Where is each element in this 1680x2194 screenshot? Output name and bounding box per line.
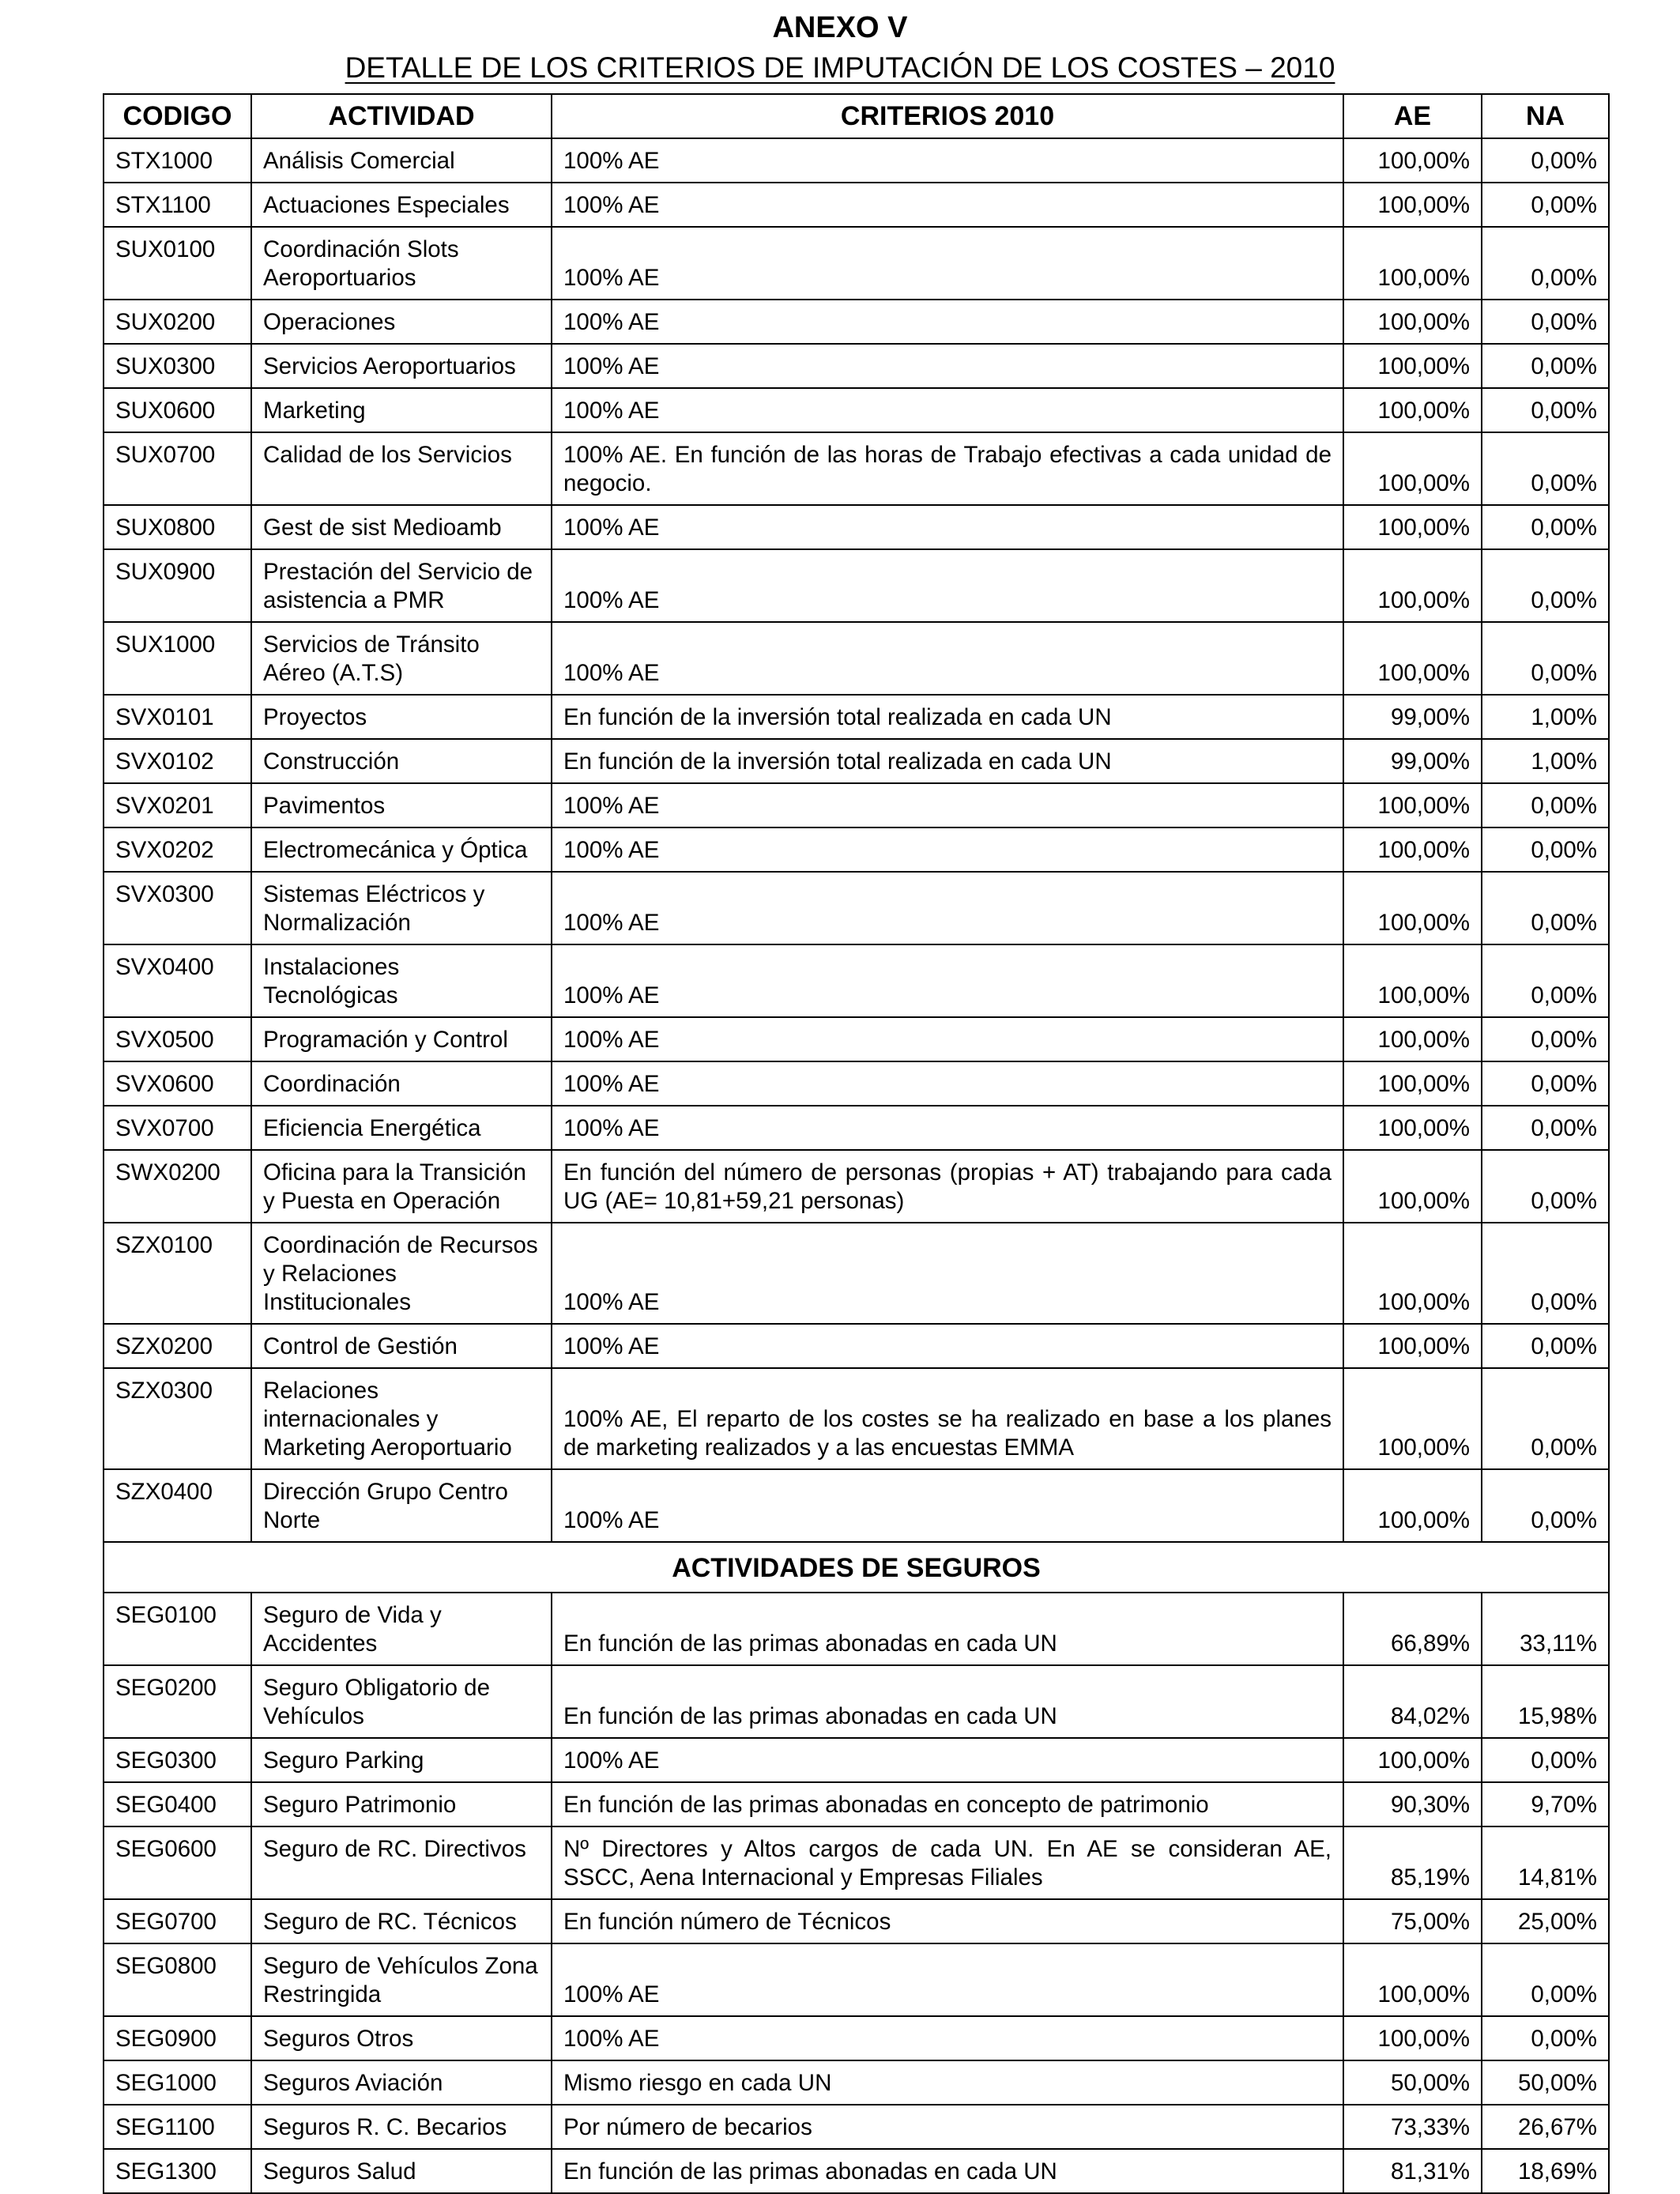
cell-ae: 50,00% [1343,2060,1482,2105]
cell-ae: 100,00% [1343,1061,1482,1106]
cell-ae: 100,00% [1343,2016,1482,2060]
table-row [104,1017,1609,1061]
table-header-row [104,94,1609,138]
cell-codigo: SVX0700 [104,1106,251,1150]
table-row [104,505,1609,549]
cell-ae: 100,00% [1343,300,1482,344]
cell-actividad: Seguro de RC. Directivos [251,1826,552,1899]
cell-criterio: En función de la inversión total realizada en cada UN [552,739,1343,783]
cell-na: 0,00% [1482,344,1609,388]
cell-actividad: Eficiencia Energética [251,1106,552,1150]
cell-na: 15,98% [1482,1665,1609,1738]
cell-criterio: En función del número de personas (propias + AT) trabajando para cada UG (AE= 10,81+59,21 personas) [552,1150,1343,1223]
cell-na: 25,00% [1482,1899,1609,1943]
cell-na: 14,81% [1482,1826,1609,1899]
cell-codigo: SUX0100 [104,227,251,300]
cell-criterio: 100% AE [552,1106,1343,1150]
table-row [104,344,1609,388]
header-criterios: CRITERIOS 2010 [552,94,1343,138]
table-row [104,783,1609,827]
cell-ae: 100,00% [1343,872,1482,944]
cell-codigo: SEG0300 [104,1738,251,1782]
cell-na: 0,00% [1482,300,1609,344]
cell-ae: 75,00% [1343,1899,1482,1943]
cell-actividad: Análisis Comercial [251,138,552,183]
cell-criterio: En función de las primas abonadas en cada UN [552,1593,1343,1665]
cell-actividad: Coordinación [251,1061,552,1106]
cell-criterio: En función de la inversión total realizada en cada UN [552,695,1343,739]
cell-criterio: 100% AE [552,1017,1343,1061]
cell-codigo: SZX0100 [104,1223,251,1324]
cell-criterio: 100% AE [552,183,1343,227]
table-row [104,2060,1609,2105]
cell-ae: 85,19% [1343,1826,1482,1899]
cell-na: 0,00% [1482,1061,1609,1106]
cell-ae: 100,00% [1343,432,1482,505]
cell-codigo: SEG0800 [104,1943,251,2016]
cell-actividad: Servicios de Tránsito Aéreo (A.T.S) [251,622,552,695]
table-row [104,695,1609,739]
cell-codigo: SVX0300 [104,872,251,944]
cell-actividad: Relaciones internacionales y Marketing Aeroportuario [251,1368,552,1469]
cell-criterio: 100% AE [552,227,1343,300]
cell-actividad: Electromecánica y Óptica [251,827,552,872]
cell-codigo: SUX0800 [104,505,251,549]
cell-codigo: SUX0600 [104,388,251,432]
cell-na: 0,00% [1482,1223,1609,1324]
cell-codigo: STX1000 [104,138,251,183]
cell-actividad: Seguro Parking [251,1738,552,1782]
cell-codigo: SVX0202 [104,827,251,872]
cell-criterio: Nº Directores y Altos cargos de cada UN. En AE se consideran AE, SSCC, Aena Internacional y Empresas Filiales [552,1826,1343,1899]
table-row [104,1943,1609,2016]
cell-actividad: Seguros Aviación [251,2060,552,2105]
cell-criterio: 100% AE [552,1738,1343,1782]
cell-criterio: En función de las primas abonadas en cada UN [552,1665,1343,1738]
table-row [104,872,1609,944]
cell-na: 0,00% [1482,872,1609,944]
cell-na: 0,00% [1482,505,1609,549]
cell-criterio: 100% AE [552,1061,1343,1106]
cell-na: 33,11% [1482,1593,1609,1665]
cell-na: 0,00% [1482,183,1609,227]
table-row [104,2105,1609,2149]
table-row [104,827,1609,872]
cell-codigo: SZX0300 [104,1368,251,1469]
cell-actividad: Construcción [251,739,552,783]
cell-na: 18,69% [1482,2149,1609,2193]
cell-criterio: En función de las primas abonadas en concepto de patrimonio [552,1782,1343,1826]
cell-actividad: Seguro Obligatorio de Vehículos [251,1665,552,1738]
cell-codigo: SEG0600 [104,1826,251,1899]
cell-na: 0,00% [1482,2016,1609,2060]
table-row [104,1150,1609,1223]
cell-ae: 99,00% [1343,695,1482,739]
cell-actividad: Marketing [251,388,552,432]
cell-ae: 100,00% [1343,138,1482,183]
cell-actividad: Seguro de Vida y Accidentes [251,1593,552,1665]
table-row [104,1061,1609,1106]
cell-na: 0,00% [1482,1017,1609,1061]
section-title-seguros: ACTIVIDADES DE SEGUROS [104,1542,1609,1593]
cell-actividad: Prestación del Servicio de asistencia a PMR [251,549,552,622]
cell-codigo: SWX0200 [104,1150,251,1223]
cell-criterio: 100% AE [552,344,1343,388]
cell-actividad: Pavimentos [251,783,552,827]
cell-actividad: Coordinación Slots Aeroportuarios [251,227,552,300]
cell-codigo: SZX0400 [104,1469,251,1542]
table-row [104,138,1609,183]
cell-codigo: SEG0100 [104,1593,251,1665]
cell-na: 0,00% [1482,944,1609,1017]
subtitle-text: DETALLE DE LOS CRITERIOS DE IMPUTACIÓN DE LOS COSTES – 2010 [345,51,1335,84]
cell-codigo: SVX0201 [104,783,251,827]
cell-criterio: En función número de Técnicos [552,1899,1343,1943]
cell-criterio: 100% AE [552,549,1343,622]
header-codigo: CODIGO [104,94,251,138]
cell-ae: 100,00% [1343,1324,1482,1368]
table-row [104,549,1609,622]
table-row [104,183,1609,227]
cell-actividad: Sistemas Eléctricos y Normalización [251,872,552,944]
cell-na: 0,00% [1482,432,1609,505]
cell-criterio: 100% AE [552,388,1343,432]
cell-criterio: 100% AE, El reparto de los costes se ha realizado en base a los planes de marketing realizados y a las encuestas EMMA [552,1368,1343,1469]
cell-na: 0,00% [1482,827,1609,872]
table-row [104,1223,1609,1324]
cell-codigo: SUX0300 [104,344,251,388]
cell-criterio: 100% AE [552,2016,1343,2060]
cell-criterio: 100% AE [552,300,1343,344]
cost-criteria-table [103,93,1610,2194]
cell-na: 26,67% [1482,2105,1609,2149]
cell-ae: 100,00% [1343,783,1482,827]
table-row [104,388,1609,432]
header-actividad: ACTIVIDAD [251,94,552,138]
cell-ae: 100,00% [1343,1943,1482,2016]
cell-codigo: SUX0200 [104,300,251,344]
cell-ae: 100,00% [1343,227,1482,300]
cell-codigo: SVX0500 [104,1017,251,1061]
cell-actividad: Seguro de RC. Técnicos [251,1899,552,1943]
page-subtitle [0,51,1680,85]
section-header-row [104,1542,1609,1593]
table-row [104,227,1609,300]
cell-criterio: 100% AE [552,505,1343,549]
cell-codigo: SVX0101 [104,695,251,739]
cell-actividad: Coordinación de Recursos y Relaciones Institucionales [251,1223,552,1324]
cell-criterio: 100% AE [552,872,1343,944]
cell-criterio: 100% AE [552,138,1343,183]
table-row [104,2016,1609,2060]
cell-na: 50,00% [1482,2060,1609,2105]
cell-na: 1,00% [1482,739,1609,783]
cell-criterio: Mismo riesgo en cada UN [552,2060,1343,2105]
cell-na: 0,00% [1482,227,1609,300]
table-row [104,1826,1609,1899]
cell-ae: 100,00% [1343,622,1482,695]
cell-ae: 100,00% [1343,505,1482,549]
cell-codigo: SVX0400 [104,944,251,1017]
table-row [104,2149,1609,2193]
cell-actividad: Proyectos [251,695,552,739]
cell-na: 0,00% [1482,388,1609,432]
cell-ae: 100,00% [1343,1106,1482,1150]
cell-criterio: 100% AE. En función de las horas de Trabajo efectivas a cada unidad de negocio. [552,432,1343,505]
table-row [104,944,1609,1017]
cell-na: 0,00% [1482,549,1609,622]
cell-ae: 100,00% [1343,344,1482,388]
cell-na: 0,00% [1482,1469,1609,1542]
cell-codigo: SUX1000 [104,622,251,695]
cell-actividad: Operaciones [251,300,552,344]
cell-codigo: STX1100 [104,183,251,227]
cell-codigo: SEG1300 [104,2149,251,2193]
cell-ae: 100,00% [1343,1738,1482,1782]
cell-ae: 99,00% [1343,739,1482,783]
cell-codigo: SEG1000 [104,2060,251,2105]
page-title: ANEXO V [772,11,908,44]
cell-actividad: Seguros R. C. Becarios [251,2105,552,2149]
cell-codigo: SUX0900 [104,549,251,622]
table-row [104,1738,1609,1782]
cell-codigo: SEG0900 [104,2016,251,2060]
cell-codigo: SVX0102 [104,739,251,783]
cell-codigo: SEG0400 [104,1782,251,1826]
cell-criterio: 100% AE [552,622,1343,695]
cell-ae: 100,00% [1343,388,1482,432]
cell-actividad: Instalaciones Tecnológicas [251,944,552,1017]
cell-ae: 100,00% [1343,1150,1482,1223]
cell-criterio: 100% AE [552,944,1343,1017]
cell-codigo: SZX0200 [104,1324,251,1368]
table-row [104,1665,1609,1738]
cell-na: 0,00% [1482,1738,1609,1782]
cell-ae: 81,31% [1343,2149,1482,2193]
cell-actividad: Seguro Patrimonio [251,1782,552,1826]
table-row [104,300,1609,344]
cell-ae: 90,30% [1343,1782,1482,1826]
cell-na: 0,00% [1482,783,1609,827]
cell-na: 1,00% [1482,695,1609,739]
cell-actividad: Seguros Salud [251,2149,552,2193]
table-row [104,1469,1609,1542]
table-row [104,1899,1609,1943]
cell-na: 0,00% [1482,1150,1609,1223]
table-row [104,1782,1609,1826]
cell-ae: 100,00% [1343,549,1482,622]
cell-na: 0,00% [1482,1943,1609,2016]
cell-codigo: SVX0600 [104,1061,251,1106]
cell-ae: 100,00% [1343,183,1482,227]
cell-na: 0,00% [1482,1368,1609,1469]
table-row [104,622,1609,695]
table-row [104,1324,1609,1368]
cell-ae: 100,00% [1343,1469,1482,1542]
header-ae: AE [1343,94,1482,138]
table-row [104,1593,1609,1665]
cell-criterio: 100% AE [552,1223,1343,1324]
cell-na: 0,00% [1482,138,1609,183]
cell-criterio: 100% AE [552,1943,1343,2016]
table-row [104,1368,1609,1469]
cell-codigo: SEG0700 [104,1899,251,1943]
cell-criterio: Por número de becarios [552,2105,1343,2149]
table-row [104,739,1609,783]
cell-actividad: Dirección Grupo Centro Norte [251,1469,552,1542]
cell-ae: 73,33% [1343,2105,1482,2149]
cell-na: 9,70% [1482,1782,1609,1826]
table-body [104,138,1609,2193]
cell-actividad: Control de Gestión [251,1324,552,1368]
table-row [104,432,1609,505]
cell-actividad: Servicios Aeroportuarios [251,344,552,388]
cell-actividad: Actuaciones Especiales [251,183,552,227]
cell-codigo: SEG0200 [104,1665,251,1738]
cell-ae: 100,00% [1343,827,1482,872]
cell-actividad: Programación y Control [251,1017,552,1061]
cell-ae: 84,02% [1343,1665,1482,1738]
cell-actividad: Gest de sist Medioamb [251,505,552,549]
cell-actividad: Calidad de los Servicios [251,432,552,505]
cell-ae: 100,00% [1343,1017,1482,1061]
cell-na: 0,00% [1482,1324,1609,1368]
cell-criterio: En función de las primas abonadas en cada UN [552,2149,1343,2193]
cell-actividad: Seguro de Vehículos Zona Restringida [251,1943,552,2016]
cell-na: 0,00% [1482,1106,1609,1150]
cell-ae: 66,89% [1343,1593,1482,1665]
cell-criterio: 100% AE [552,783,1343,827]
cell-actividad: Oficina para la Transición y Puesta en Operación [251,1150,552,1223]
cell-actividad: Seguros Otros [251,2016,552,2060]
cell-criterio: 100% AE [552,1324,1343,1368]
cell-criterio: 100% AE [552,1469,1343,1542]
cell-codigo: SEG1100 [104,2105,251,2149]
cell-codigo: SUX0700 [104,432,251,505]
cell-ae: 100,00% [1343,944,1482,1017]
cell-ae: 100,00% [1343,1368,1482,1469]
cell-criterio: 100% AE [552,827,1343,872]
table-row [104,1106,1609,1150]
cell-na: 0,00% [1482,622,1609,695]
cell-ae: 100,00% [1343,1223,1482,1324]
header-na: NA [1482,94,1609,138]
